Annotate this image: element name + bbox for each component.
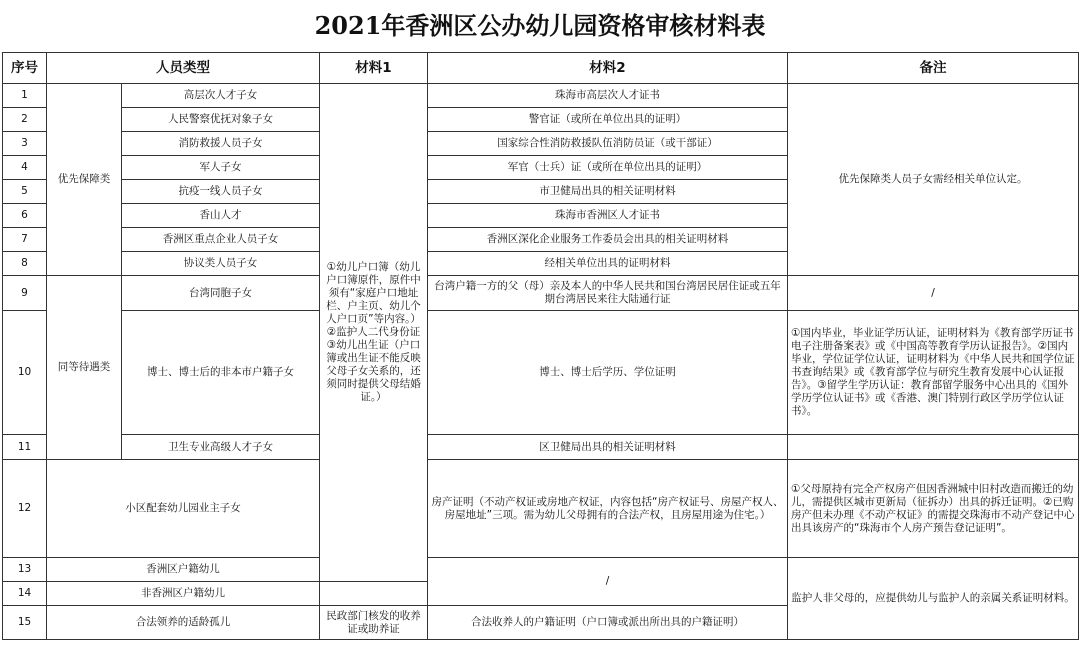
table-row <box>3 276 1079 311</box>
material1-orphan: 民政部门核发的收养证或助养证 <box>320 606 428 640</box>
row-material2: 军官（士兵）证（或所在单位出具的证明） <box>428 156 788 180</box>
row-no: 8 <box>3 252 47 276</box>
row-material2: 香洲区深化企业服务工作委员会出具的相关证明材料 <box>428 228 788 252</box>
row-type: 合法领养的适龄孤儿 <box>47 606 320 640</box>
note-priority: 优先保障类人员子女需经相关单位认定。 <box>788 84 1079 276</box>
row-material2: 国家综合性消防救援队伍消防员证（或干部证） <box>428 132 788 156</box>
material1-main: ①幼儿户口簿（幼儿户口簿原件，原件中须有“家庭户口地址栏、户主页、幼儿个人户口页”等内容。）②监护人二代身份证③幼儿出生证（户口簿或出生证不能反映父母子女关系的，还须同时提供父母结婚证。） <box>320 84 428 582</box>
row-no: 11 <box>3 435 47 460</box>
row-type: 香山人才 <box>122 204 320 228</box>
table-row <box>3 460 1079 558</box>
row-no: 9 <box>3 276 47 311</box>
row-material2: 市卫健局出具的相关证明材料 <box>428 180 788 204</box>
page-title: 2021年香洲区公办幼儿园资格审核材料表 <box>314 11 766 40</box>
row-no: 7 <box>3 228 47 252</box>
row-type: 卫生专业高级人才子女 <box>122 435 320 460</box>
row-type: 香洲区户籍幼儿 <box>47 558 320 582</box>
row-material2: 博士、博士后学历、学位证明 <box>428 311 788 435</box>
row-type: 高层次人才子女 <box>122 84 320 108</box>
row-material2: / <box>428 558 788 606</box>
table-row <box>3 558 1079 582</box>
row-type: 抗疫一线人员子女 <box>122 180 320 204</box>
row-type: 协议类人员子女 <box>122 252 320 276</box>
row-note: / <box>788 276 1079 311</box>
row-type: 博士、博士后的非本市户籍子女 <box>122 311 320 435</box>
header-material2: 材料2 <box>428 53 788 84</box>
row-material2: 警官证（或所在单位出具的证明） <box>428 108 788 132</box>
row-type: 台湾同胞子女 <box>122 276 320 311</box>
table-row <box>3 311 1079 435</box>
group-equal: 同等待遇类 <box>47 276 122 460</box>
row-no: 1 <box>3 84 47 108</box>
row-note-empty <box>788 435 1079 460</box>
header-row <box>3 53 1079 84</box>
row-no: 5 <box>3 180 47 204</box>
row-no: 13 <box>3 558 47 582</box>
row-type: 小区配套幼儿园业主子女 <box>47 460 320 558</box>
row-note: ①国内毕业，毕业证学历认证，证明材料为《教育部学历证书电子注册备案表》或《中国高等教育学历认证报告》。②国内毕业，学位证学位认证，证明材料为《中华人民共和国学位证书查询结果》或《教育部学位与研究生教育发展中心认证报告》。③留学生学历认证：教育部留学服务中心出具的《国外学历学位认证书》或《香港、澳门特别行政区学历学位认证书》。 <box>788 311 1079 435</box>
row-material2: 珠海市香洲区人才证书 <box>428 204 788 228</box>
row-material2: 合法收养人的户籍证明（户口簿或派出所出具的户籍证明） <box>428 606 788 640</box>
row-no: 12 <box>3 460 47 558</box>
group-priority: 优先保障类 <box>47 84 122 276</box>
row-no: 10 <box>3 311 47 435</box>
row-material2: 台湾户籍一方的父（母）亲及本人的中华人民共和国台湾居民居住证或五年期台湾居民来往大陆通行证 <box>428 276 788 311</box>
row-no: 14 <box>3 582 47 606</box>
row-material2: 珠海市高层次人才证书 <box>428 84 788 108</box>
row-no: 2 <box>3 108 47 132</box>
header-note: 备注 <box>788 53 1079 84</box>
row-no: 3 <box>3 132 47 156</box>
review-materials-table <box>2 52 1079 640</box>
row-type: 军人子女 <box>122 156 320 180</box>
row-material2: 房产证明（不动产权证或房地产权证，内容包括“房产权证号、房屋产权人、房屋地址”三项。需为幼儿父母拥有的合法产权，且房屋用途为住宅。） <box>428 460 788 558</box>
row-type: 非香洲区户籍幼儿 <box>47 582 320 606</box>
row-material2: 区卫健局出具的相关证明材料 <box>428 435 788 460</box>
row-type: 消防救援人员子女 <box>122 132 320 156</box>
row-note: ①父母原持有完全产权房产但因香洲城中旧村改造而搬迁的幼儿，需提供区城市更新局（征拆办）出具的拆迁证明。②已购房产但未办理《不动产权证》的需提交珠海市不动产登记中心出具该房产的“珠海市个人房产预告登记证明”。 <box>788 460 1079 558</box>
table-row <box>3 84 1079 108</box>
row-material2: 经相关单位出具的证明材料 <box>428 252 788 276</box>
header-no: 序号 <box>3 53 47 84</box>
row-no: 6 <box>3 204 47 228</box>
header-material1: 材料1 <box>320 53 428 84</box>
note-guardian: 监护人非父母的，应提供幼儿与监护人的亲属关系证明材料。 <box>788 558 1079 640</box>
row-type: 人民警察优抚对象子女 <box>122 108 320 132</box>
header-type: 人员类型 <box>47 53 320 84</box>
table-row <box>3 435 1079 460</box>
row-no: 15 <box>3 606 47 640</box>
row-no: 4 <box>3 156 47 180</box>
row-type: 香洲区重点企业人员子女 <box>122 228 320 252</box>
